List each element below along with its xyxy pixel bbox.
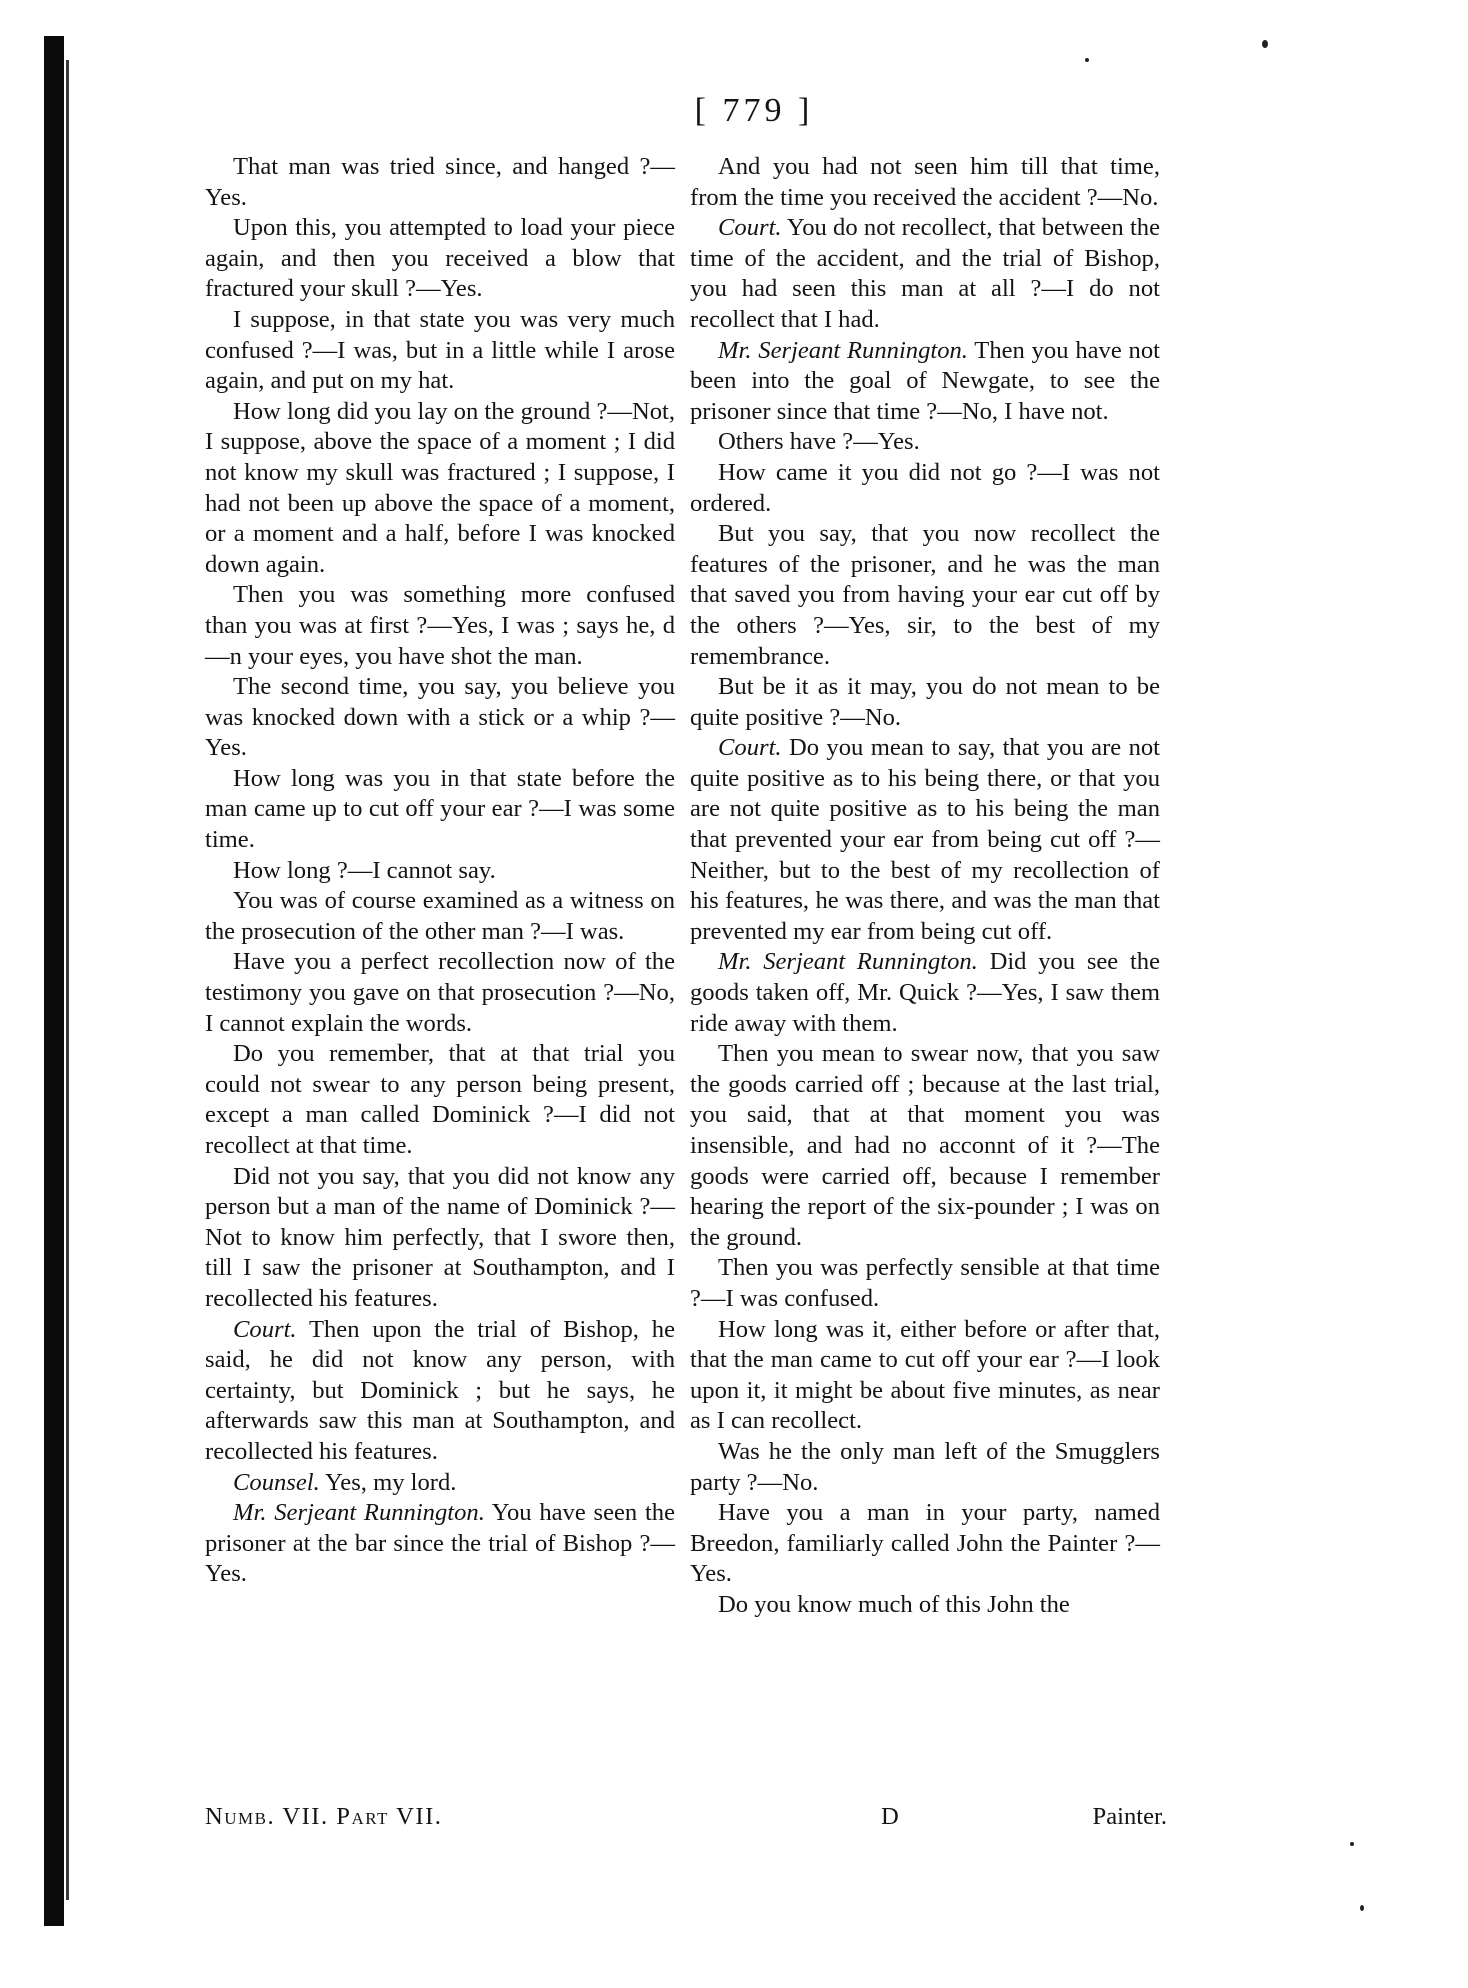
footer-part-number: Numb. VII. Part VII. [205,1803,443,1830]
binding-edge [44,36,64,1926]
paragraph [690,1590,1160,1621]
paragraph-text: Upon this, you attempted to load your piece again, and then you received a blow that fractured your skull ?—Yes. [205,214,675,303]
signature-mark: D [881,1803,899,1830]
paragraph-text: Then upon the trial of Bishop, he said, he did not know any person, with certainty, but Dominick ; but he says, he afterwards saw this man at Southampton, and recollected his features. [205,1315,675,1465]
binding-shadow [66,60,69,1900]
paragraph-text: Others have ?—Yes. [718,428,920,456]
speaker-label: Mr. Serjeant Runnington. [718,948,978,976]
paragraph-text: That man was tried since, and hanged ?—Yes. [205,153,675,211]
paragraph-text: Then you was something more confused than you was at first ?—Yes, I was ; says he, d—n your eyes, you have shot the man. [205,581,675,670]
paragraph-text: How long was it, either before or after that, that the man came to cut off your ear ?—I look upon it, it might be about five minutes, as near as I can recollect. [690,1315,1160,1435]
paragraph-text: How came it you did not go ?—I was not ordered. [690,458,1160,517]
paragraph [690,947,1160,1039]
speaker-label: Court. [233,1315,297,1343]
paragraph [690,1039,1160,1253]
paragraph [690,213,1160,335]
speaker-label: Mr. Serjeant Runnington. [718,336,968,364]
paragraph [205,672,675,764]
speaker-label: Court. [718,214,782,242]
ink-speck [1085,58,1089,62]
paragraph-text: Have you a man in your party, named Breedon, familiarly called John the Painter ?—Yes. [690,1499,1160,1588]
paragraph-text: But you say, that you now recollect the features of the prisoner, and he was the man that saved you from having your ear cut off by the others ?—Yes, sir, to the best of my remembrance. [690,520,1160,670]
paragraph-text: Have you a perfect recollection now of the testimony you gave on that prosecution ?—No, I cannot explain the words. [205,948,675,1037]
paragraph [205,947,675,1039]
paragraph-text: Then you have not been into the goal of Newgate, to see the prisoner since that time ?—No, I have not. [690,336,1160,425]
paragraph-text: How long was you in that state before the man came up to cut off your ear ?—I was some time. [205,764,675,854]
page-footer [205,1803,1167,1839]
paragraph-text: Did not you say, that you did not know any person but a man of the name of Dominick ?—Not to know him perfectly, that I swore then, till I saw the prisoner at Southampton, and I recollected his features. [205,1162,675,1312]
paragraph [205,764,675,856]
paragraph-text: Then you was perfectly sensible at that time ?—I was confused. [690,1254,1160,1312]
paragraph [205,580,675,672]
paragraph [205,856,675,887]
paragraph [205,305,675,397]
paragraph [690,1253,1160,1314]
paragraph [690,733,1160,947]
left-column [205,152,675,1590]
paragraph-text: How long ?—I cannot say. [233,856,496,884]
paragraph [690,1437,1160,1498]
paragraph-text: But be it as it may, you do not mean to be quite positive ?—No. [690,673,1160,731]
paragraph [690,672,1160,733]
paragraph [690,427,1160,458]
paragraph-text: Was he the only man left of the Smugglers party ?—No. [690,1437,1160,1496]
paragraph-text: Do you remember, that at that trial you could not swear to any person being present, except a man called Dominick ?—I did not recollect at that time. [205,1040,675,1159]
paragraph [690,1315,1160,1437]
speaker-label: Court. [718,734,782,762]
paragraph-text: You was of course examined as a witness on the prosecution of the other man ?—I was. [205,887,675,945]
paragraph [205,1315,675,1468]
paragraph [690,458,1160,519]
paragraph [205,1468,675,1499]
paragraph-text: Do you mean to say, that you are not quite positive as to his being there, or that you are not quite positive as to his being the man that prevented your ear from being cut off ?—Neither, but to the best of my recollection of his features, he was there, and was the man that prevented my ear from being cut off. [690,734,1160,945]
paragraph [205,1162,675,1315]
paragraph [690,336,1160,428]
paragraph [205,397,675,581]
paragraph [205,1498,675,1590]
paragraph [690,1498,1160,1590]
right-column [690,152,1160,1621]
ink-speck [1350,1842,1354,1846]
ink-speck [1360,1905,1364,1911]
speaker-label: Counsel. [233,1468,320,1496]
paragraph-text: How long did you lay on the ground ?—Not, I suppose, above the space of a moment ; I did not know my skull was fractured ; I suppose, I had not been up above the space of a moment, or a moment and a half, before I was knocked down again. [205,397,675,578]
paragraph [690,519,1160,672]
paragraph-text: You do not recollect, that between the time of the accident, and the trial of Bishop, you had seen this man at all ?—I do not recollect that I had. [690,214,1160,333]
ink-speck [1262,40,1268,48]
paragraph-text: And you had not seen him till that time, from the time you received the accident ?—No. [690,153,1160,211]
paragraph [205,152,675,213]
paragraph-text: Yes, my lord. [319,1468,457,1496]
paragraph [205,886,675,947]
paragraph [690,152,1160,213]
paragraph-text: Do you know much of this John the [718,1590,1070,1618]
catchword: Painter. [1092,1803,1167,1830]
paragraph-text: You have seen the prisoner at the bar since the trial of Bishop ?—Yes. [205,1499,675,1588]
paragraph-text: Did you see the goods taken off, Mr. Quick ?—Yes, I saw them ride away with them. [690,948,1160,1037]
paragraph-text: The second time, you say, you believe you was knocked down with a stick or a whip ?—Yes. [205,673,675,762]
paragraph [205,213,675,305]
paragraph [205,1039,675,1161]
speaker-label: Mr. Serjeant Runnington. [233,1499,485,1527]
paragraph-text: Then you mean to swear now, that you saw the goods carried off ; because at the last trial, you said, that at that moment you was insensible, and had no acconnt of it ?—The goods were carried off, because I remember hearing the report of the six-pounder ; I was on the ground. [690,1040,1160,1251]
paragraph-text: I suppose, in that state you was very much confused ?—I was, but in a little while I arose again, and put on my hat. [205,305,675,395]
page-number-header: [ 779 ] [694,92,814,129]
